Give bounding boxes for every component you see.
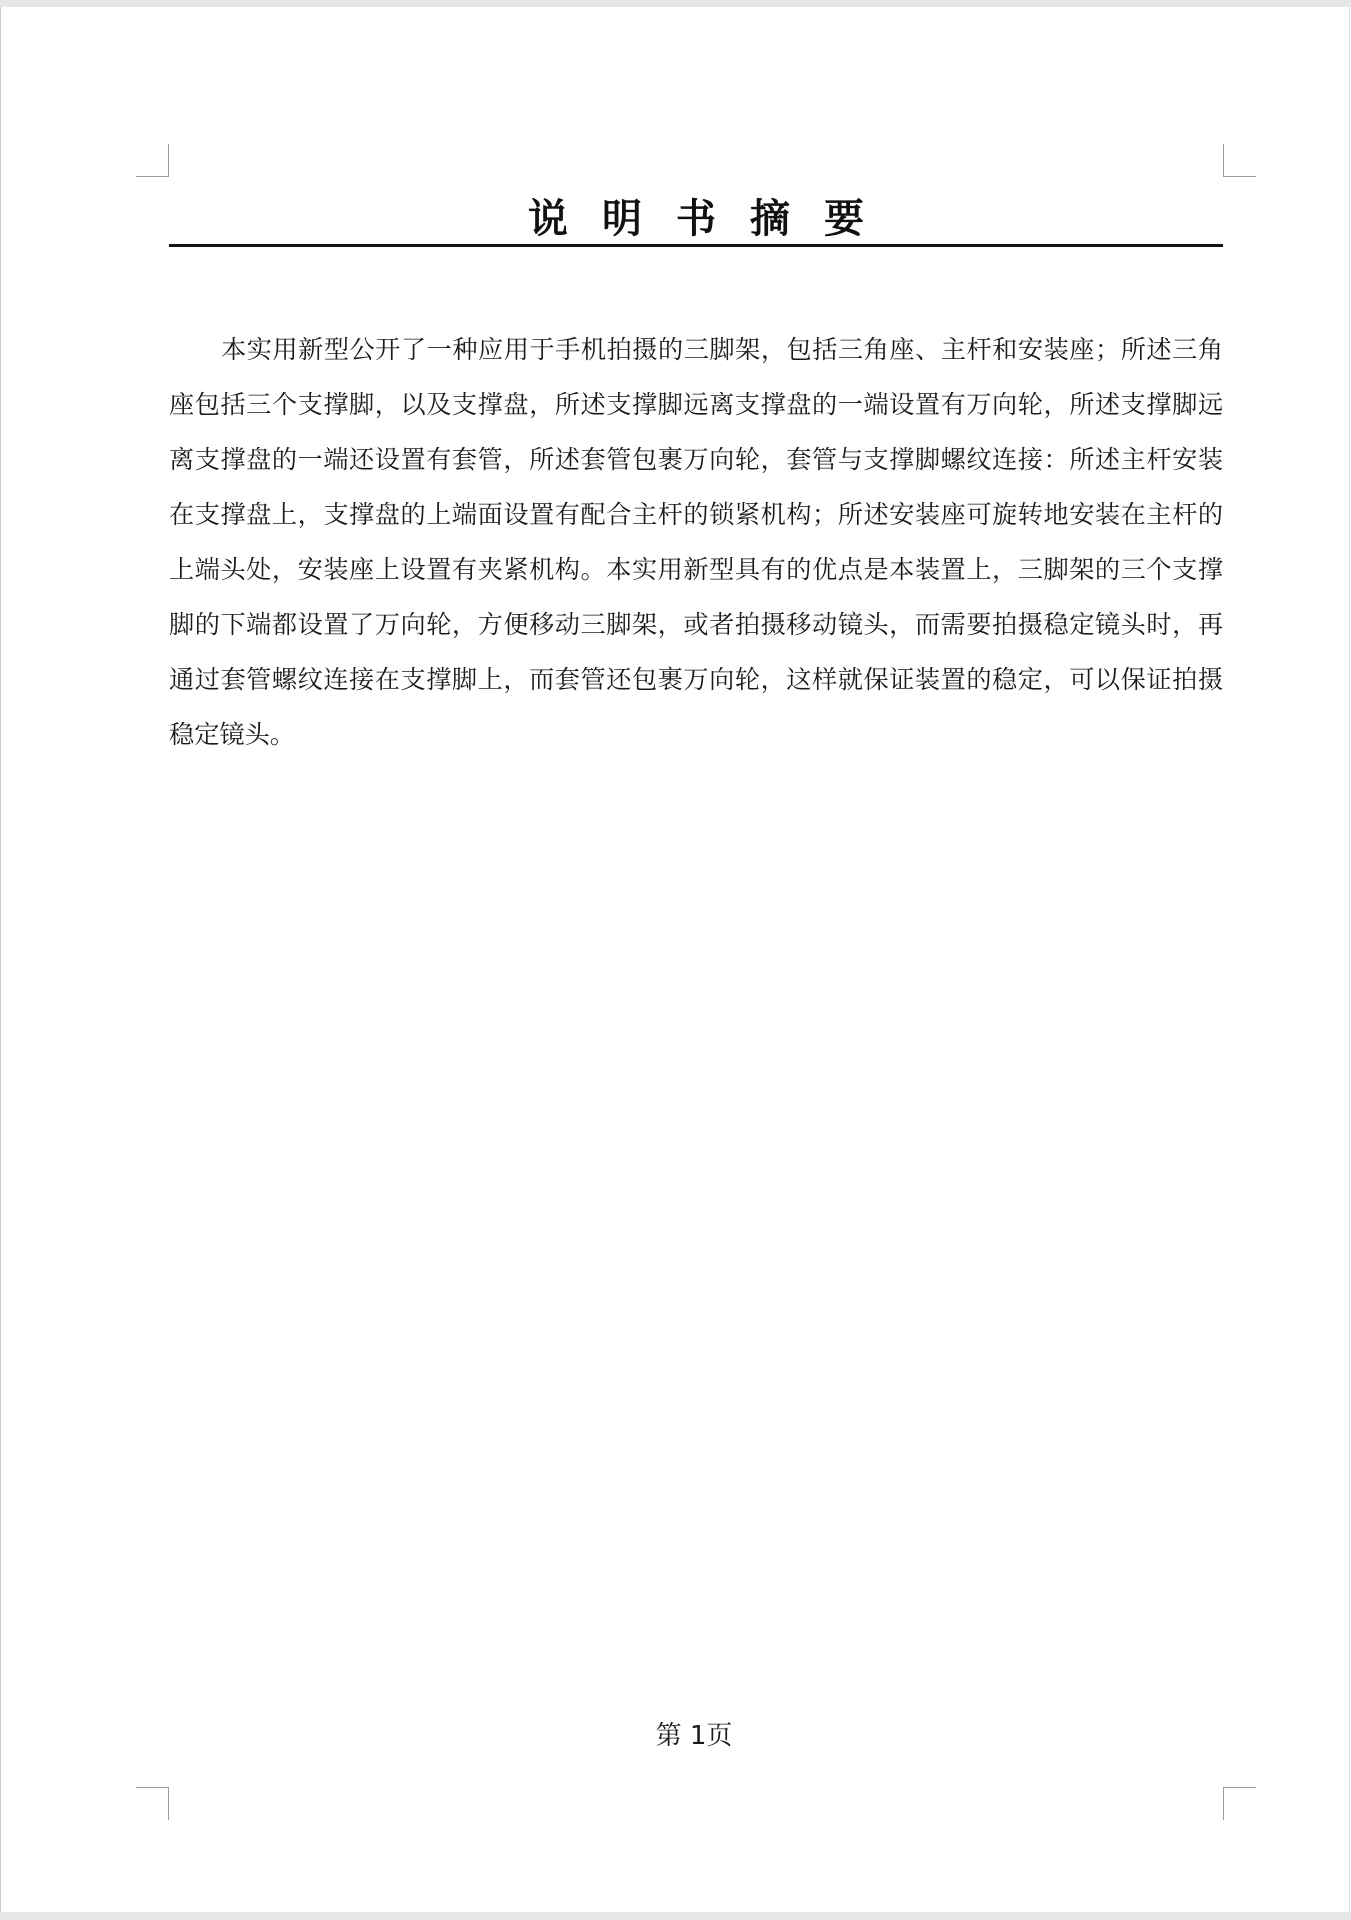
viewer-bottom-strip — [0, 1912, 1351, 1920]
crop-mark-top-right — [1223, 144, 1256, 177]
crop-mark-bottom-right — [1223, 1787, 1256, 1820]
viewer-top-strip — [0, 0, 1351, 7]
title-underline — [169, 244, 1223, 247]
page-title: 说明书摘要 — [528, 196, 898, 242]
document-page — [0, 7, 1350, 1912]
crop-mark-top-left — [136, 144, 169, 177]
crop-mark-bottom-left — [136, 1787, 169, 1820]
page-number: 第 1页 — [655, 1721, 733, 1751]
abstract-paragraph: 本实用新型公开了一种应用于手机拍摄的三脚架，包括三角座、主杆和安装座；所述三角座包括三个支撑脚，以及支撑盘，所述支撑脚远离支撑盘的一端设置有万向轮，所述支撑脚远离支撑盘的一端还设置有套管，所述套管包裹万向轮，套管与支撑脚螺纹连接：所述主杆安装在支撑盘上，支撑盘的上端面设置有配合主杆的锁紧机构；所述安装座可旋转地安装在主杆的上端头处，安装座上设置有夹紧机构。本实用新型具有的优点是本装置上，三脚架的三个支撑脚的下端都设置了万向轮，方便移动三脚架，或者拍摄移动镜头，而需要拍摄稳定镜头时，再通过套管螺纹连接在支撑脚上，而套管还包裹万向轮，这样就保证装置的稳定，可以保证拍摄稳定镜头。 — [169, 335, 1223, 749]
